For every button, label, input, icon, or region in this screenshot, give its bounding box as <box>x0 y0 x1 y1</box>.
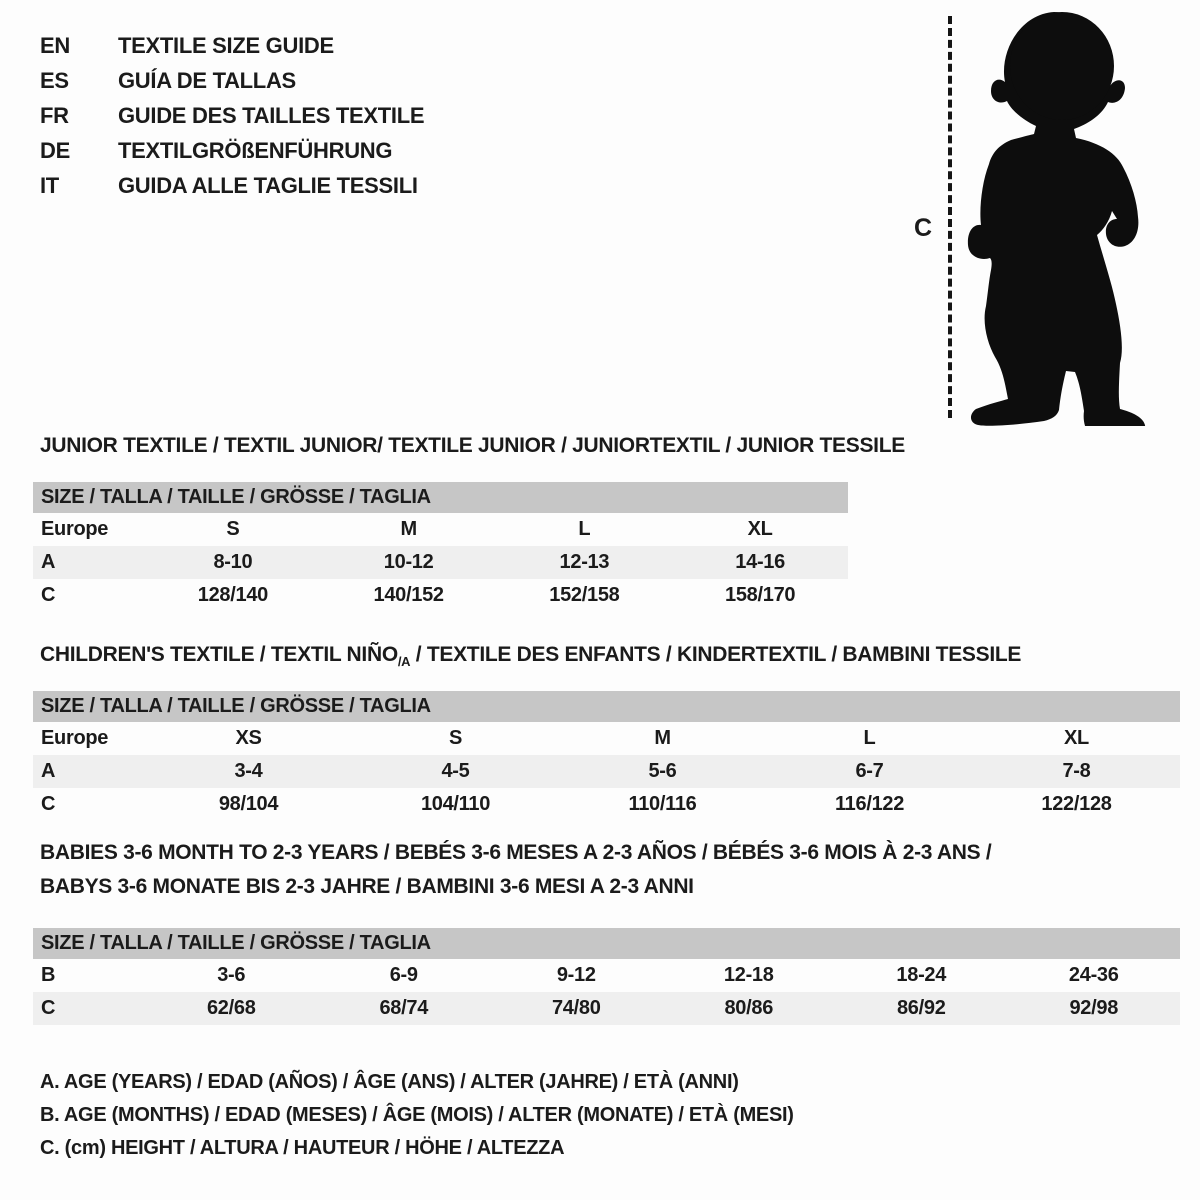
language-code: ES <box>40 67 69 93</box>
children-title-post: / TEXTILE DES ENFANTS / KINDERTEXTIL / BAMBINI TESSILE <box>410 643 1022 666</box>
language-code: EN <box>40 32 70 58</box>
height-cell: 80/86 <box>724 997 774 1019</box>
age-cell: 3-6 <box>217 964 246 986</box>
table-row <box>33 788 1180 821</box>
children-title-pre: CHILDREN'S TEXTILE / TEXTIL NIÑO <box>40 643 398 666</box>
height-cell: 74/80 <box>551 997 601 1019</box>
age-cell: 5-6 <box>648 760 677 782</box>
junior-section-title: JUNIOR TEXTILE / TEXTIL JUNIOR/ TEXTILE JUNIOR / JUNIORTEXTIL / JUNIOR TESSILE <box>40 434 905 457</box>
age-cell: 7-8 <box>1062 760 1091 782</box>
height-cell: 68/74 <box>379 997 429 1019</box>
table-row <box>33 722 1180 755</box>
height-cell: 92/98 <box>1069 997 1119 1019</box>
height-cell: 152/158 <box>549 584 620 606</box>
table-row <box>33 513 848 546</box>
height-cell: 110/116 <box>628 793 697 815</box>
age-cell: 9-12 <box>556 964 596 986</box>
table-row <box>33 959 1180 992</box>
height-measure-dashed-line <box>948 16 952 418</box>
list-item <box>40 28 424 63</box>
language-code: FR <box>40 102 69 128</box>
legend <box>40 1066 794 1165</box>
height-cell: 140/152 <box>373 584 444 606</box>
age-cell: 3-4 <box>234 760 263 782</box>
size-cell: L <box>578 518 591 540</box>
list-item <box>40 63 424 98</box>
age-cell: 12-18 <box>723 964 774 986</box>
table-row <box>33 579 848 612</box>
age-cell: 18-24 <box>896 964 947 986</box>
table-header: SIZE / TALLA / TAILLE / GRÖSSE / TAGLIA <box>33 482 848 513</box>
age-cell: 4-5 <box>441 760 470 782</box>
height-cell: 122/128 <box>1041 793 1112 815</box>
size-cell: M <box>654 727 671 749</box>
height-cell: 86/92 <box>896 997 946 1019</box>
table-row <box>33 992 1180 1025</box>
language-title: GUIDE DES TAILLES TEXTILE <box>118 102 425 128</box>
age-cell: 14-16 <box>735 551 785 573</box>
row-label: A <box>41 551 56 573</box>
babies-section-title <box>40 836 991 904</box>
language-title-list <box>40 28 424 203</box>
table-row <box>33 546 848 579</box>
children-title-subscript: /A <box>397 654 411 670</box>
language-title: TEXTILE SIZE GUIDE <box>118 32 334 58</box>
row-label: B <box>41 964 56 986</box>
table-row <box>33 755 1180 788</box>
height-cell: 116/122 <box>834 793 905 815</box>
row-label: C <box>41 584 56 606</box>
age-cell: 24-36 <box>1068 964 1119 986</box>
children-section-title <box>40 643 1021 669</box>
junior-size-table <box>33 482 848 612</box>
height-cell: 128/140 <box>197 584 268 606</box>
language-title: TEXTILGRÖßENFÜHRUNG <box>118 137 393 163</box>
row-label: C <box>41 997 56 1019</box>
size-cell: L <box>863 727 876 749</box>
age-cell: 12-13 <box>559 551 610 573</box>
height-cell: 98/104 <box>218 793 279 815</box>
row-label: C <box>41 793 56 815</box>
babies-title-line2: BABYS 3-6 MONATE BIS 2-3 JAHRE / BAMBINI 3-6 MESI A 2-3 ANNI <box>40 875 694 898</box>
height-cell: 62/68 <box>206 997 256 1019</box>
size-cell: M <box>400 518 417 540</box>
table-header: SIZE / TALLA / TAILLE / GRÖSSE / TAGLIA <box>33 928 1180 959</box>
legend-line-c: C. (cm) HEIGHT / ALTURA / HAUTEUR / HÖHE / ALTEZZA <box>40 1137 565 1159</box>
babies-title-line1: BABIES 3-6 MONTH TO 2-3 YEARS / BEBÉS 3-6 MESES A 2-3 AÑOS / BÉBÉS 3-6 MOIS À 2-3 ANS / <box>40 841 992 864</box>
children-size-table <box>33 691 1180 821</box>
size-cell: S <box>226 518 240 540</box>
language-code: IT <box>40 172 59 198</box>
size-cell: XL <box>747 518 773 540</box>
height-cell: 104/110 <box>420 793 491 815</box>
language-title: GUÍA DE TALLAS <box>118 67 296 93</box>
age-cell: 8-10 <box>213 551 253 573</box>
toddler-silhouette-icon <box>962 12 1154 426</box>
list-item <box>40 168 424 203</box>
row-label: A <box>41 760 56 782</box>
language-code: DE <box>40 137 70 163</box>
list-item <box>40 98 424 133</box>
legend-line-b: B. AGE (MONTHS) / EDAD (MESES) / ÂGE (MOIS) / ALTER (MONATE) / ETÀ (MESI) <box>40 1104 794 1126</box>
age-cell: 6-9 <box>389 964 418 986</box>
row-label: Europe <box>41 518 109 540</box>
size-cell: XS <box>235 727 262 749</box>
height-cell: 158/170 <box>725 584 796 606</box>
age-cell: 6-7 <box>855 760 884 782</box>
age-cell: 10-12 <box>383 551 434 573</box>
babies-size-table <box>33 928 1180 1025</box>
row-label: Europe <box>41 727 109 749</box>
list-item <box>40 133 424 168</box>
size-cell: S <box>448 727 463 749</box>
size-cell: XL <box>1064 727 1089 749</box>
table-header: SIZE / TALLA / TAILLE / GRÖSSE / TAGLIA <box>33 691 1180 722</box>
legend-line-a: A. AGE (YEARS) / EDAD (AÑOS) / ÂGE (ANS) / ALTER (JAHRE) / ETÀ (ANNI) <box>40 1071 739 1093</box>
language-title: GUIDA ALLE TAGLIE TESSILI <box>118 172 418 198</box>
height-measure-label: C <box>914 214 933 242</box>
